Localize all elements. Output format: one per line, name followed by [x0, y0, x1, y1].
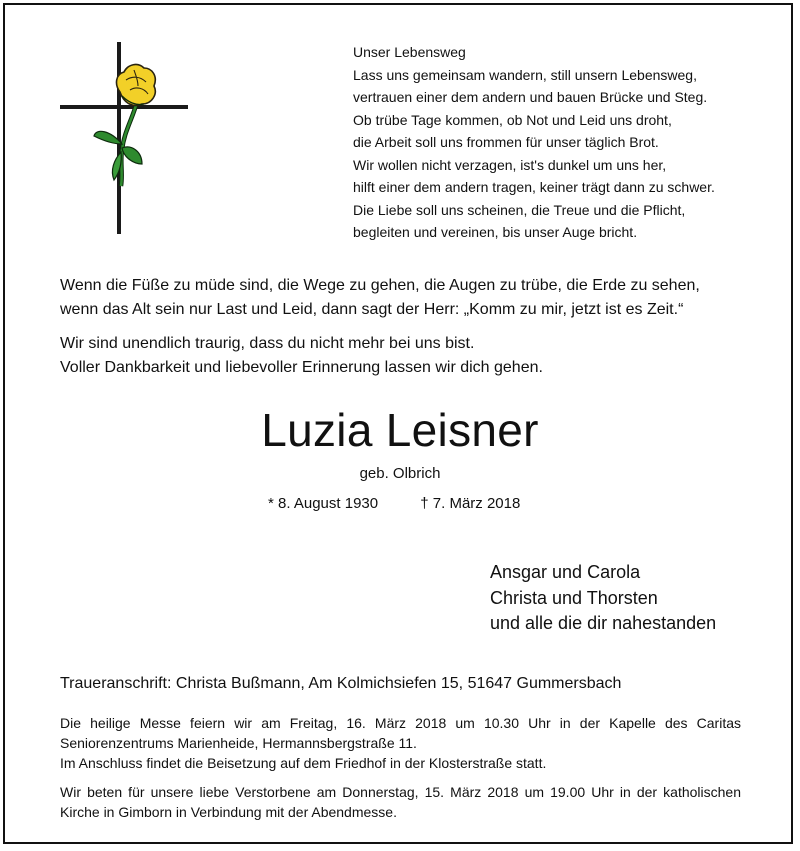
verse-line: Wenn die Füße zu müde sind, die Wege zu gehen, die Augen zu trübe, die Erde zu sehen,	[60, 277, 700, 294]
death-date: † 7. März 2018	[420, 495, 521, 512]
birth-date: * 8. August 1930	[268, 495, 379, 512]
poem-title: Unser Lebensweg	[353, 44, 466, 60]
mass-info-line: Die heilige Messe feiern wir am Freitag, 16. März 2018 um 10.30 Uhr in der Kapelle des Caritas	[60, 715, 741, 731]
poem-line: Ob trübe Tage kommen, ob Not und Leid uns droht,	[353, 111, 672, 128]
life-dates	[268, 495, 520, 512]
flower-blossom	[117, 65, 156, 106]
mourning-address: Traueranschrift: Christa Bußmann, Am Kolmichsiefen 15, 51647 Gummersbach	[60, 675, 622, 692]
survivor-line: und alle die dir nahestanden	[490, 613, 717, 633]
prayer-info-line: Kirche in Gimborn in Verbindung mit der Abendmesse.	[60, 804, 397, 820]
prayer-info-line: Wir beten für unsere liebe Verstorbene am Donnerstag, 15. März 2018 um 19.00 Uhr in der katholischen	[60, 784, 741, 800]
poem-line: vertrauen einer dem andern und bauen Brücke und Steg.	[353, 89, 708, 105]
mass-info-line: Seniorenzentrums Marienheide, Hermannsbergstraße 11.	[60, 735, 417, 751]
farewell-line: Wir sind unendlich traurig, dass du nicht mehr bei uns bist.	[60, 335, 475, 352]
poem-line: begleiten und vereinen, bis unser Auge bricht.	[353, 224, 638, 240]
poem-line: Lass uns gemeinsam wandern, still unsern Lebensweg,	[353, 66, 697, 83]
survivor-line: Ansgar und Carola	[490, 562, 641, 582]
prayer-info	[60, 782, 741, 822]
deceased-name: Luzia Leisner	[261, 404, 539, 456]
mass-info	[60, 713, 741, 773]
cross-vertical-beam	[117, 42, 121, 234]
poem-line: Wir wollen nicht verzagen, ist's dunkel um uns her,	[353, 156, 667, 173]
poem-line: Die Liebe soll uns scheinen, die Treue und die Pflicht,	[353, 201, 686, 218]
poem-line: hilft einer dem andern tragen, keiner trägt dann zu schwer.	[353, 179, 715, 195]
cross-with-flower-icon	[58, 40, 190, 236]
maiden-name: geb. Olbrich	[359, 465, 441, 482]
survivor-line: Christa und Thorsten	[490, 587, 658, 608]
cross-horizontal-beam	[60, 105, 188, 109]
poem-line: die Arbeit soll uns frommen für unser täglich Brot.	[353, 134, 659, 150]
verse-line: wenn das Alt sein nur Last und Leid, dann sagt der Herr: „Komm zu mir, jetzt ist es Zeit.“	[60, 301, 684, 318]
flower-leaf-right	[122, 147, 142, 164]
survivors	[490, 560, 716, 637]
poem	[353, 41, 715, 244]
verse-paragraph	[60, 274, 700, 322]
farewell-paragraph	[60, 332, 543, 380]
mass-info-line: Im Anschluss findet die Beisetzung auf dem Friedhof in der Klosterstraße statt.	[60, 755, 547, 771]
farewell-line: Voller Dankbarkeit und liebevoller Erinnerung lassen wir dich gehen.	[60, 359, 543, 376]
